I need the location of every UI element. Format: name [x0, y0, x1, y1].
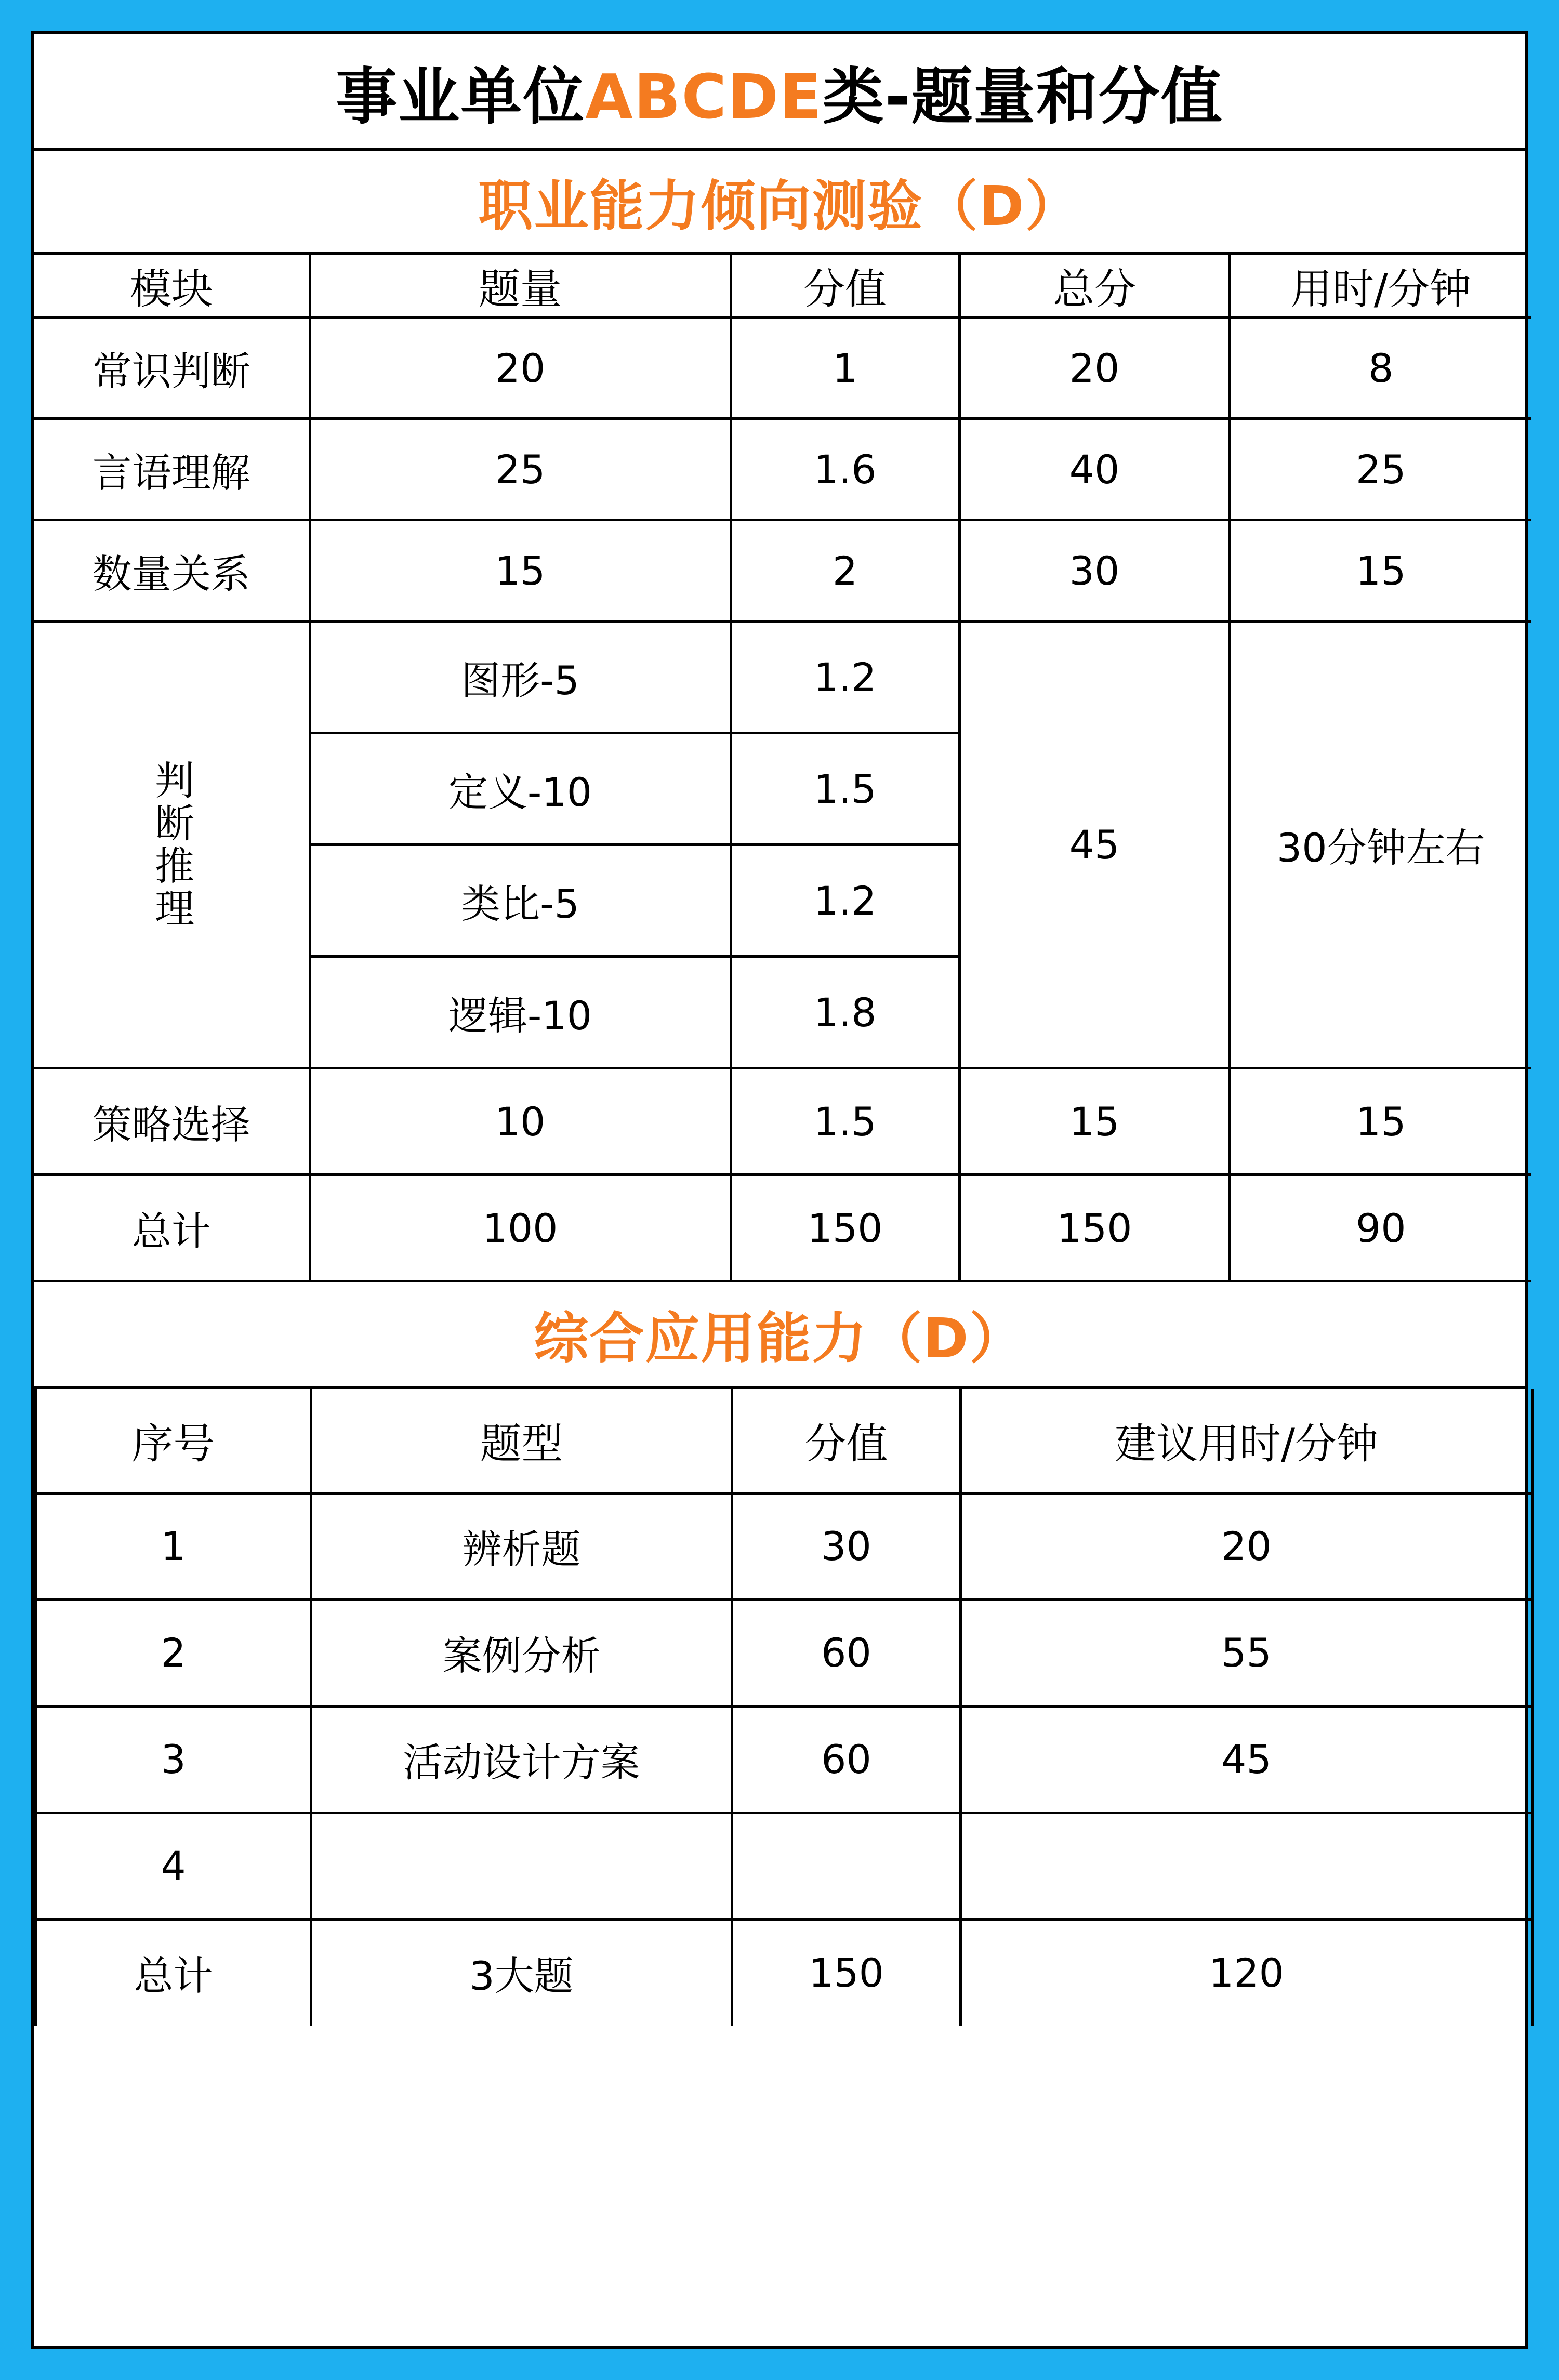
section-heading-d-aptitude	[34, 151, 1525, 255]
table-row	[34, 419, 1531, 520]
cell-score: 1	[731, 318, 959, 419]
table-header-row	[36, 1389, 1532, 1493]
cell-score	[732, 1813, 961, 1919]
cell-type: 辨析题	[311, 1493, 732, 1599]
cell-no: 3	[36, 1706, 311, 1813]
cell-module-total: 总计	[34, 1175, 310, 1281]
cell-score: 1.8	[731, 957, 959, 1068]
cell-score: 60	[732, 1599, 961, 1706]
cell-count: 10	[310, 1068, 731, 1175]
cell-time: 8	[1230, 318, 1531, 419]
col-header-count: 题量	[310, 255, 731, 318]
cell-count: 定义-10	[310, 733, 731, 845]
cell-module-reasoning: 判断推理	[34, 622, 310, 1068]
cell-module: 言语理解	[34, 419, 310, 520]
cell-score: 30	[732, 1493, 961, 1599]
cell-time: 15	[1230, 520, 1531, 622]
cell-time: 20	[961, 1493, 1532, 1599]
cell-no-total: 总计	[36, 1919, 311, 2026]
cell-score: 1.5	[731, 733, 959, 845]
cell-total: 40	[959, 419, 1230, 520]
section2-heading-label: 综合应用能力（D）	[534, 1307, 1025, 1370]
page-title	[336, 47, 1223, 136]
cell-count: 类比-5	[310, 845, 731, 957]
cell-time-total: 90	[1230, 1175, 1531, 1281]
cell-score: 1.2	[731, 622, 959, 733]
cell-count: 25	[310, 419, 731, 520]
table-row-total	[36, 1919, 1532, 2026]
cell-total: 20	[959, 318, 1230, 419]
cell-score-total: 150	[731, 1175, 959, 1281]
title-prefix: 事业单位	[336, 60, 586, 133]
cell-time-reasoning: 30分钟左右	[1230, 622, 1531, 1068]
cell-time: 15	[1230, 1068, 1531, 1175]
cell-total-reasoning: 45	[959, 622, 1230, 1068]
section-heading-d-comprehensive	[34, 1282, 1525, 1389]
cell-score-total: 150	[732, 1919, 961, 2026]
cell-type-total: 3大题	[311, 1919, 732, 2026]
aptitude-table	[34, 255, 1531, 1282]
cell-score: 1.6	[731, 419, 959, 520]
cell-module: 数量关系	[34, 520, 310, 622]
cell-type	[311, 1813, 732, 1919]
col-header-type: 题型	[311, 1389, 732, 1493]
cell-count: 20	[310, 318, 731, 419]
cell-no: 4	[36, 1813, 311, 1919]
poster-card	[31, 31, 1528, 2349]
cell-score: 1.5	[731, 1068, 959, 1175]
table-row	[36, 1813, 1532, 1919]
cell-score: 60	[732, 1706, 961, 1813]
cell-score: 1.2	[731, 845, 959, 957]
table-row	[34, 1068, 1531, 1175]
table-row	[36, 1706, 1532, 1813]
col-header-no: 序号	[36, 1389, 311, 1493]
cell-time: 25	[1230, 419, 1531, 520]
cell-no: 2	[36, 1599, 311, 1706]
cell-count: 15	[310, 520, 731, 622]
cell-time: 55	[961, 1599, 1532, 1706]
table-row	[34, 520, 1531, 622]
table-row-reasoning-1	[34, 622, 1531, 733]
col-header-time: 用时/分钟	[1230, 255, 1531, 318]
table-header-row	[34, 255, 1531, 318]
cell-no: 1	[36, 1493, 311, 1599]
cell-count: 逻辑-10	[310, 957, 731, 1068]
cell-module: 常识判断	[34, 318, 310, 419]
cell-time: 45	[961, 1706, 1532, 1813]
col-header-suggested-time: 建议用时/分钟	[961, 1389, 1532, 1493]
cell-type: 活动设计方案	[311, 1706, 732, 1813]
table-row-total	[34, 1175, 1531, 1281]
col-header-module: 模块	[34, 255, 310, 318]
col-header-total: 总分	[959, 255, 1230, 318]
col-header-score: 分值	[731, 255, 959, 318]
title-accent: ABCDE	[585, 60, 823, 133]
title-suffix: 类-题量和分值	[822, 60, 1223, 133]
table-row	[36, 1599, 1532, 1706]
cell-total-total: 150	[959, 1175, 1230, 1281]
cell-time	[961, 1813, 1532, 1919]
cell-total: 15	[959, 1068, 1230, 1175]
table-row	[36, 1493, 1532, 1599]
cell-count: 图形-5	[310, 622, 731, 733]
poster-title-bar	[34, 34, 1525, 151]
cell-time-total: 120	[961, 1919, 1532, 2026]
cell-total: 30	[959, 520, 1230, 622]
cell-type: 案例分析	[311, 1599, 732, 1706]
cell-module: 策略选择	[34, 1068, 310, 1175]
section1-heading-label: 职业能力倾向测验（D）	[478, 174, 1081, 238]
cell-score: 2	[731, 520, 959, 622]
cell-count-total: 100	[310, 1175, 731, 1281]
comprehensive-table	[34, 1389, 1534, 2026]
table-row	[34, 318, 1531, 419]
col-header-score: 分值	[732, 1389, 961, 1493]
